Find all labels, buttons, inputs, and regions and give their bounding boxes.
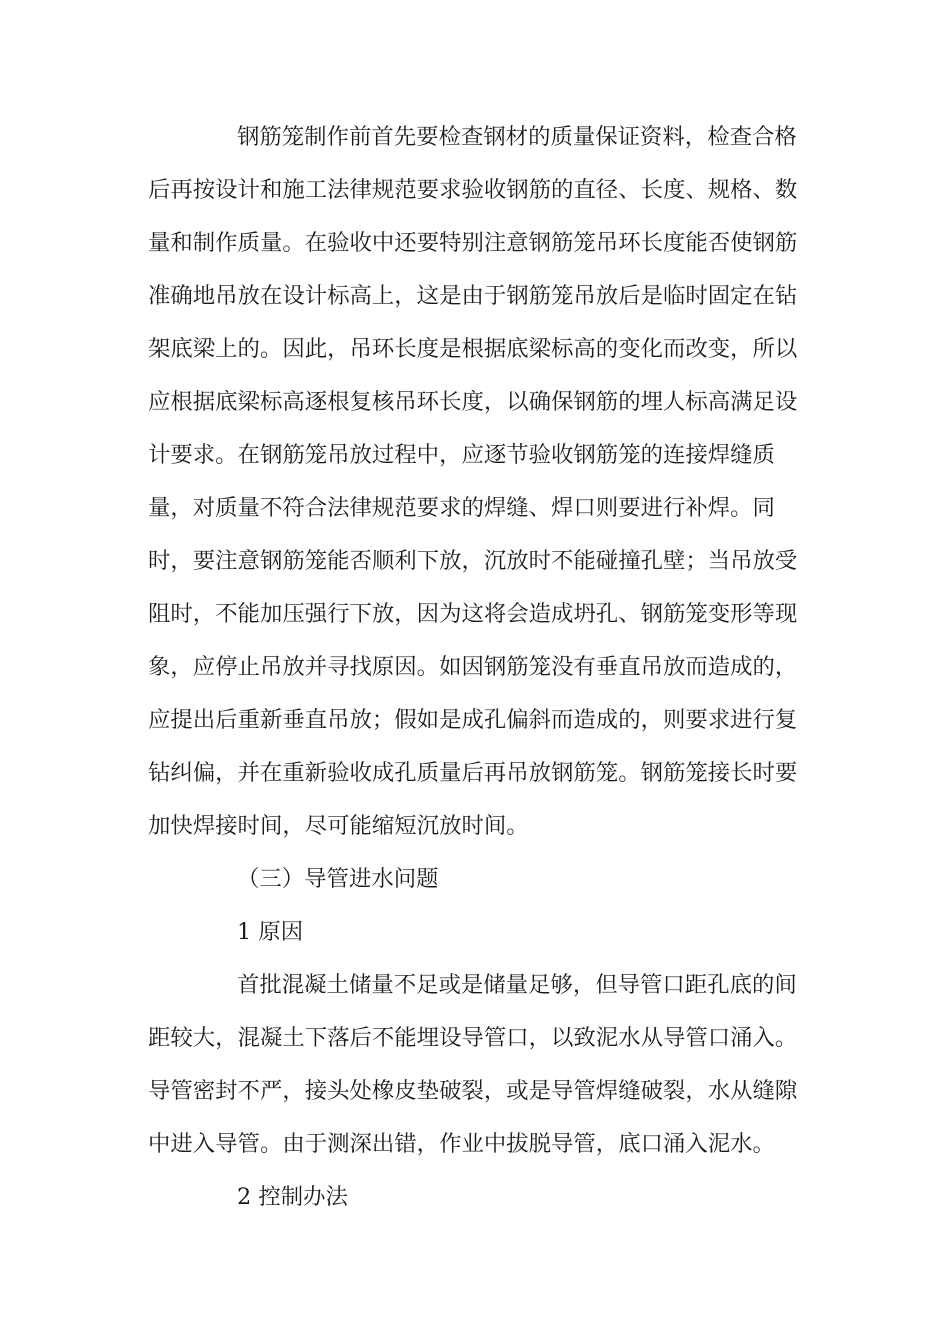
subheading-cause: 1 原因	[237, 919, 304, 945]
paragraph-1-line-10: 阻时，不能加压强行下放，因为这将会造成坍孔、钢筋笼变形等现	[148, 601, 798, 627]
paragraph-1-line-14: 加快焊接时间，尽可能缩短沉放时间。	[148, 813, 529, 839]
paragraph-1-line-2: 后再按设计和施工法律规范要求验收钢筋的直径、长度、规格、数	[148, 177, 798, 203]
paragraph-1-line-3: 量和制作质量。在验收中还要特别注意钢筋笼吊环长度能否使钢筋	[148, 230, 798, 256]
paragraph-1-line-5: 架底梁上的。因此，吊环长度是根据底梁标高的变化而改变，所以	[148, 336, 798, 362]
paragraph-1-line-6: 应根据底梁标高逐根复核吊环长度，以确保钢筋的埋人标高满足设	[148, 389, 798, 415]
paragraph-2-line-1: 首批混凝土储量不足或是储量足够，但导管口距孔底的间	[237, 972, 797, 998]
paragraph-1-line-11: 象，应停止吊放并寻找原因。如因钢筋笼没有垂直吊放而造成的，	[148, 654, 798, 680]
paragraph-1-line-13: 钻纠偏，并在重新验收成孔质量后再吊放钢筋笼。钢筋笼接长时要	[148, 760, 798, 786]
section-heading: （三）导管进水问题	[237, 866, 439, 892]
subheading-control-method: 2 控制办法	[237, 1184, 348, 1210]
paragraph-1-line-8: 量，对质量不符合法律规范要求的焊缝、焊口则要进行补焊。同	[148, 495, 775, 521]
paragraph-2-line-2: 距较大，混凝土下落后不能埋设导管口，以致泥水从导管口涌入。	[148, 1025, 798, 1051]
paragraph-1-line-12: 应提出后重新垂直吊放；假如是成孔偏斜而造成的，则要求进行复	[148, 707, 798, 733]
paragraph-1-line-4: 准确地吊放在设计标高上，这是由于钢筋笼吊放后是临时固定在钻	[148, 283, 798, 309]
paragraph-1-line-7: 计要求。在钢筋笼吊放过程中，应逐节验收钢筋笼的连接焊缝质	[148, 442, 775, 468]
paragraph-2-line-4: 中进入导管。由于测深出错，作业中拔脱导管，底口涌入泥水。	[148, 1131, 775, 1157]
paragraph-1-line-1: 钢筋笼制作前首先要检查钢材的质量保证资料，检查合格	[237, 124, 797, 150]
paragraph-1-line-9: 时，要注意钢筋笼能否顺利下放，沉放时不能碰撞孔壁；当吊放受	[148, 548, 798, 574]
paragraph-2-line-3: 导管密封不严，接头处橡皮垫破裂，或是导管焊缝破裂，水从缝隙	[148, 1078, 798, 1104]
